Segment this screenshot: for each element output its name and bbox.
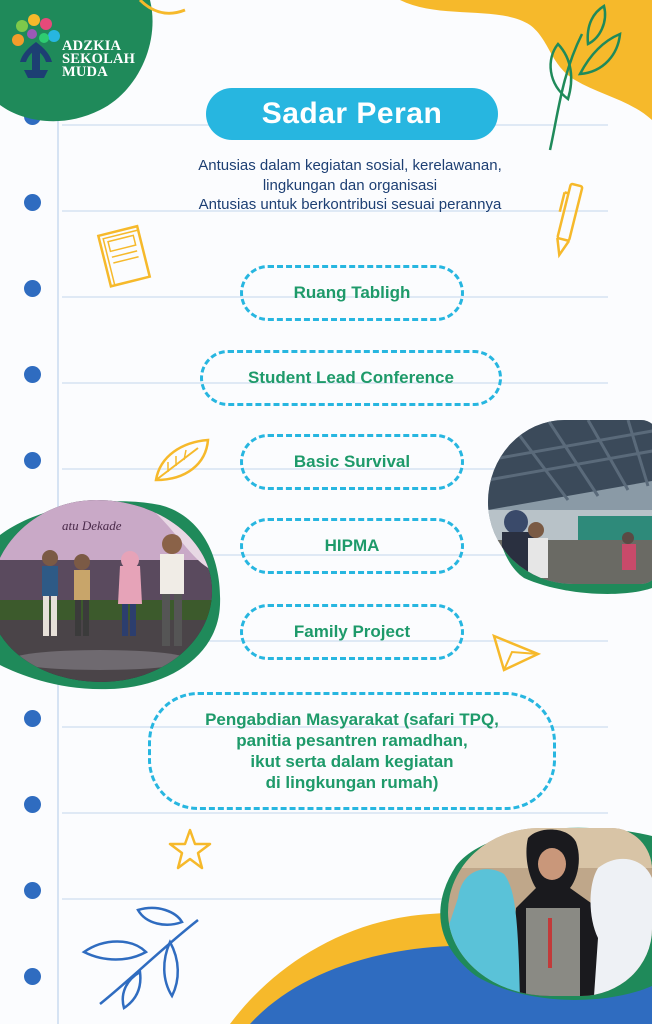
community-service-pill <box>148 692 556 810</box>
ruled-line <box>62 812 608 814</box>
brand-line-3: MUDA <box>62 64 108 80</box>
program-pill: Basic Survival <box>240 434 464 490</box>
leaf-icon <box>150 436 212 486</box>
photo-stage-event <box>0 500 212 682</box>
pen-icon <box>548 180 588 260</box>
community-service-line: Pengabdian Masyarakat (safari TPQ, <box>205 710 499 729</box>
photo-train-station <box>488 420 652 584</box>
paper-plane-icon <box>490 630 542 674</box>
program-pill: Family Project <box>240 604 464 660</box>
binder-hole <box>24 366 41 383</box>
description-line: lingkungan dan organisasi <box>262 176 438 194</box>
leaf-branch-icon <box>538 4 624 154</box>
community-service-line: ikut serta dalam kegiatan <box>250 752 454 771</box>
community-service-line: panitia pesantren ramadhan, <box>236 731 468 750</box>
binder-hole <box>24 452 41 469</box>
program-pill: Ruang Tabligh <box>240 265 464 321</box>
description <box>140 156 560 215</box>
community-service-line: di lingkungan rumah) <box>265 773 439 792</box>
binder-hole <box>24 194 41 211</box>
binder-hole <box>24 710 41 727</box>
star-icon <box>166 826 214 874</box>
binder-hole <box>24 796 41 813</box>
brand-line-1: ADZKIA <box>62 38 122 54</box>
page-title: Sadar Peran <box>206 88 498 140</box>
program-pill: HIPMA <box>240 518 464 574</box>
binder-hole <box>24 882 41 899</box>
photo-students <box>448 828 652 996</box>
school-logo-text <box>62 40 135 79</box>
binder-hole <box>24 280 41 297</box>
stage-banner-text: atu Dekade <box>62 518 122 533</box>
description-line: Antusias untuk berkontribusi sesuai perannya <box>198 196 502 213</box>
book-icon <box>94 222 156 290</box>
binder-hole <box>24 968 41 985</box>
leaf-branch-icon <box>80 900 210 1010</box>
brand-line-2: SEKOLAH <box>62 51 136 67</box>
description-line: Antusias dalam kegiatan sosial, kerelawanan, <box>198 157 502 174</box>
program-pill: Student Lead Conference <box>200 350 502 406</box>
school-logo-icon <box>10 12 62 82</box>
